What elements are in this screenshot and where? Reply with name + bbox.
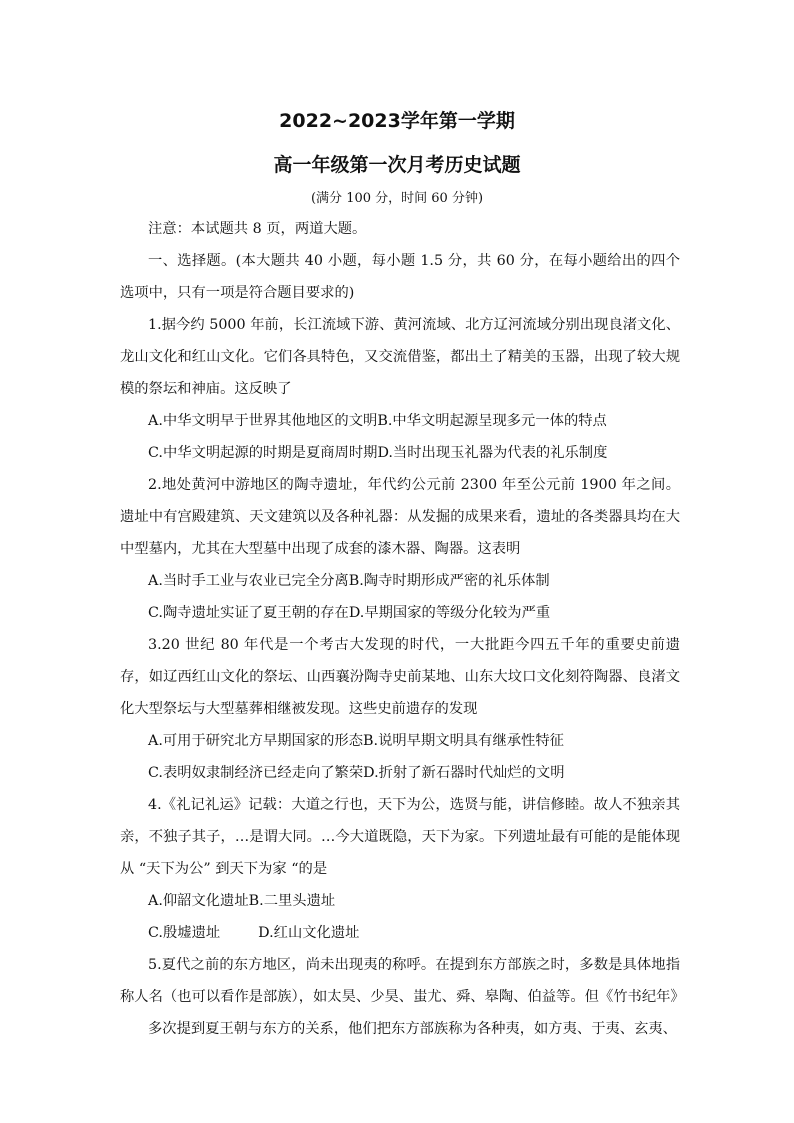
option-d: D.当时出现玉礼器为代表的礼乐制度 — [377, 445, 608, 461]
question-1-options-row1 — [120, 405, 680, 437]
question-4-options-row2 — [120, 917, 680, 949]
exam-title-year: 2022~2023学年第一学期 — [279, 110, 515, 132]
question-2-stem: 2.地处黄河中游地区的陶寺遗址，年代约公元前 2300 年至公元前 1900 年之间。遗址中有宫殿建筑、天文建筑以及各种礼器：从发掘的成果来看，遗址的各类器具均在大中型墓内，尤其在大型墓中出现了成套的漆木器、陶器。这表明 — [120, 477, 680, 557]
option-b: B.陶寺时期形成严密的礼乐体制 — [348, 573, 550, 589]
option-b: B.二里头遗址 — [248, 893, 336, 909]
option-c: C.殷墟遗址 — [148, 925, 221, 941]
option-d: D.红山文化遗址 — [258, 925, 360, 941]
option-d: D.折射了新石器时代灿烂的文明 — [363, 765, 565, 781]
question-2-options-row1 — [120, 565, 680, 597]
exam-body — [120, 213, 685, 1045]
question-1-stem: 1.据今约 5000 年前，长江流域下游、黄河流域、北方辽河流域分别出现良渚文化、龙山文化和红山文化。它们各具特色，又交流借鉴，都出土了精美的玉器，出现了较大规模的祭坛和神庙。这反映了 — [120, 317, 680, 397]
option-a: A.可用于研究北方早期国家的形态 — [148, 733, 364, 749]
question-5-stem: 5.夏代之前的东方地区，尚未出现夷的称呼。在提到东方部族之时，多数是具体地指称人名（也可以看作是部族），如太昊、少昊、蚩尤、舜、皋陶、伯益等。但《竹书纪年》 — [120, 957, 685, 1005]
question-5-continuation: 多次提到夏王朝与东方的关系，他们把东方部族称为各种夷，如方夷、于夷、玄夷、 — [148, 1021, 677, 1037]
option-c: C.中华文明起源的时期是夏商周时期 — [148, 445, 378, 461]
option-b: B.说明早期文明具有继承性特征 — [363, 733, 564, 749]
question-4-options-row1 — [120, 885, 680, 917]
question-4-stem: 4.《礼记礼运》记载：大道之行也，天下为公，选贤与能，讲信修睦。故人不独亲其亲，不独子其子，…是谓大同。…今大道既隐，天下为家。下列遗址最有可能的是能体现从 “天下为公” 到天下为家 “的是 — [120, 797, 680, 877]
question-2-options-row2 — [120, 597, 680, 629]
section-intro: 一、选择题。(本大题共 40 小题，每小题 1.5 分，共 60 分，在每小题给出的四个选项中，只有一项是符合题目要求的) — [120, 253, 680, 301]
question-3-options-row2 — [120, 757, 680, 789]
question-1-options-row2 — [120, 437, 680, 469]
question-3-stem: 3.20 世纪 80 年代是一个考古大发现的时代，一大批距今四五千年的重要史前遗存，如辽西红山文化的祭坛、山西襄汾陶寺史前某地、山东大坟口文化刻符陶器、良渚文化大型祭坛与大型墓葬相继被发现。这些史前遗存的发现 — [120, 637, 680, 717]
option-b: B.中华文明起源呈现多元一体的特点 — [377, 413, 607, 429]
option-a: A.中华文明早于世界其他地区的文明 — [148, 413, 378, 429]
option-c: C.表明奴隶制经济已经走向了繁荣 — [148, 765, 364, 781]
exam-subtitle: (满分 100 分，时间 60 分钟) — [310, 191, 484, 206]
option-c: C.陶寺遗址实证了夏王朝的存在 — [148, 605, 349, 621]
option-a: A.当时手工业与农业已完全分离 — [148, 573, 349, 589]
notice: 注意：本试题共 8 页，两道大题。 — [148, 221, 367, 237]
option-d: D.早期国家的等级分化较为严重 — [348, 605, 551, 621]
question-3-options-row1 — [120, 725, 680, 757]
option-a: A.仰韶文化遗址 — [148, 893, 249, 909]
exam-title-name: 高一年级第一次月考历史试题 — [273, 154, 521, 176]
